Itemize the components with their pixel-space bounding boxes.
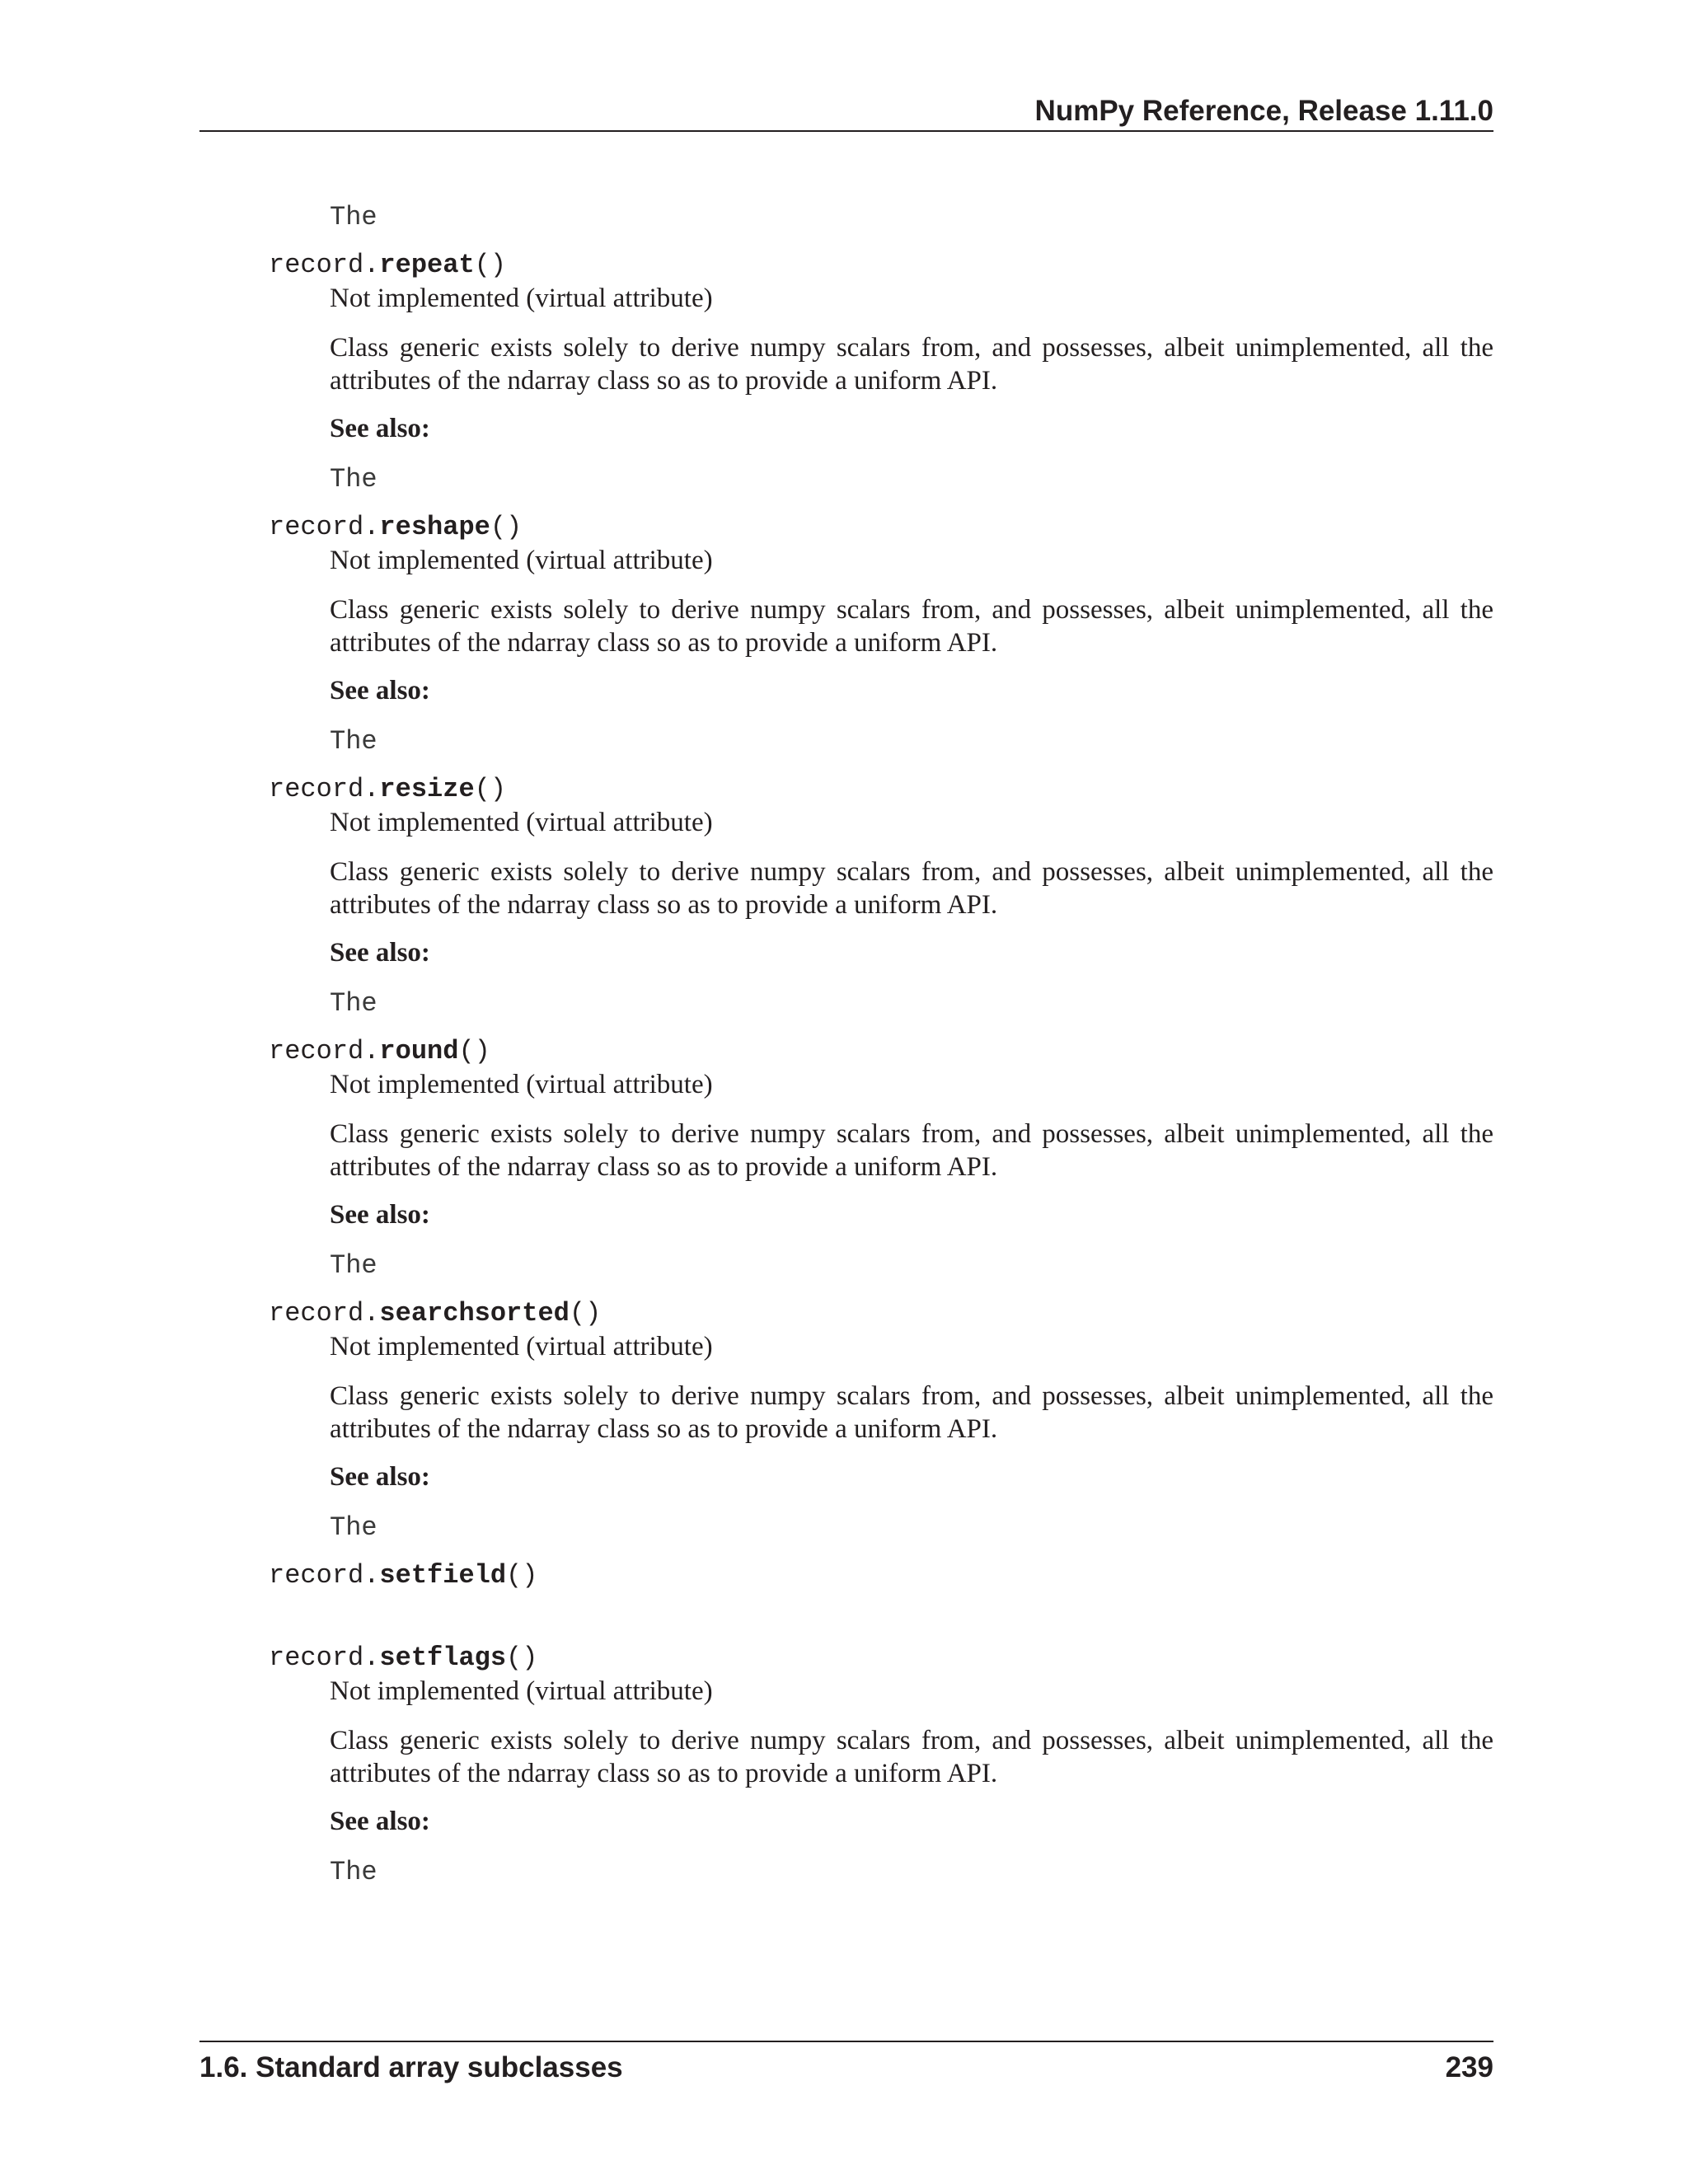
see-also-reference: The xyxy=(330,1857,377,1887)
method-description: Class generic exists solely to derive numpy scalars from, and possesses, albeit unimplemented, all the attributes of the ndarray class so as to provide a uniform API. xyxy=(330,1381,1493,1444)
signature-prefix: record. xyxy=(269,1036,380,1066)
lead-fragment: The xyxy=(330,202,377,232)
method-name: reshape xyxy=(379,512,490,542)
signature-parens: () xyxy=(569,1298,602,1329)
method-description: Class generic exists solely to derive numpy scalars from, and possesses, albeit unimplemented, all the attributes of the ndarray class so as to provide a uniform API. xyxy=(330,1119,1493,1182)
signature-prefix: record. xyxy=(269,512,380,542)
method-signature-searchsorted xyxy=(269,1297,601,1330)
method-name: repeat xyxy=(379,250,475,280)
method-description: Class generic exists solely to derive numpy scalars from, and possesses, albeit unimplemented, all the attributes of the ndarray class so as to provide a uniform API. xyxy=(330,595,1493,658)
see-also-reference: The xyxy=(330,1250,377,1281)
signature-prefix: record. xyxy=(269,774,380,804)
page-number: 239 xyxy=(1445,2051,1493,2083)
see-also-reference: The xyxy=(330,988,377,1019)
see-also-heading: See also: xyxy=(330,1807,430,1836)
signature-prefix: record. xyxy=(269,1298,380,1329)
method-note: Not implemented (virtual attribute) xyxy=(330,546,713,575)
signature-prefix: record. xyxy=(269,250,380,280)
see-also-reference: The xyxy=(330,464,377,494)
signature-parens: () xyxy=(506,1560,538,1591)
method-note: Not implemented (virtual attribute) xyxy=(330,1070,713,1099)
see-also-heading: See also: xyxy=(330,414,430,443)
method-signature-setflags xyxy=(269,1642,537,1675)
method-description: Class generic exists solely to derive numpy scalars from, and possesses, albeit unimplemented, all the attributes of the ndarray class so as to provide a uniform API. xyxy=(330,333,1493,396)
footer-rule xyxy=(199,2041,1493,2042)
signature-parens: () xyxy=(490,512,523,542)
method-signature-reshape xyxy=(269,511,522,544)
method-name: resize xyxy=(379,774,475,804)
see-also-heading: See also: xyxy=(330,676,430,705)
method-name: round xyxy=(379,1036,459,1066)
header-rule xyxy=(199,130,1493,132)
see-also-heading: See also: xyxy=(330,1200,430,1230)
method-name: setflags xyxy=(379,1643,507,1673)
footer-section-title: 1.6. Standard array subclasses xyxy=(199,2051,623,2083)
signature-parens: () xyxy=(474,774,507,804)
method-description: Class generic exists solely to derive numpy scalars from, and possesses, albeit unimplemented, all the attributes of the ndarray class so as to provide a uniform API. xyxy=(330,1726,1493,1788)
method-description: Class generic exists solely to derive numpy scalars from, and possesses, albeit unimplemented, all the attributes of the ndarray class so as to provide a uniform API. xyxy=(330,857,1493,920)
see-also-heading: See also: xyxy=(330,1462,430,1492)
method-note: Not implemented (virtual attribute) xyxy=(330,1332,713,1361)
see-also-heading: See also: xyxy=(330,938,430,968)
method-signature-repeat xyxy=(269,249,506,282)
signature-parens: () xyxy=(506,1643,538,1673)
signature-parens: () xyxy=(474,250,507,280)
running-header: NumPy Reference, Release 1.11.0 xyxy=(1034,95,1493,127)
signature-prefix: record. xyxy=(269,1560,380,1591)
see-also-reference: The xyxy=(330,726,377,757)
method-signature-round xyxy=(269,1035,490,1068)
signature-prefix: record. xyxy=(269,1643,380,1673)
method-signature-resize xyxy=(269,773,506,806)
method-signature-setfield xyxy=(269,1559,537,1592)
signature-parens: () xyxy=(458,1036,490,1066)
method-name: setfield xyxy=(379,1560,507,1591)
method-note: Not implemented (virtual attribute) xyxy=(330,284,713,313)
method-name: searchsorted xyxy=(379,1298,570,1329)
method-note: Not implemented (virtual attribute) xyxy=(330,1676,713,1706)
method-note: Not implemented (virtual attribute) xyxy=(330,808,713,837)
see-also-reference: The xyxy=(330,1512,377,1543)
